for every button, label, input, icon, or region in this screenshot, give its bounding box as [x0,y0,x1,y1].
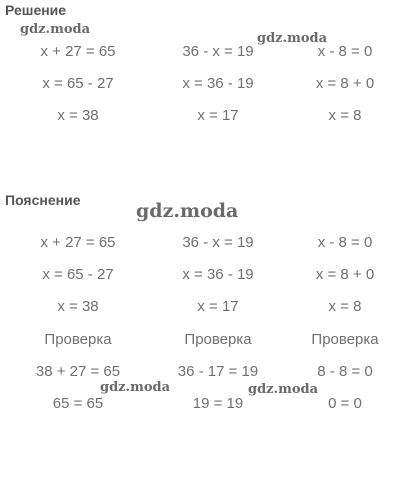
check-equation: 36 - 17 = 19 [177,363,259,380]
check-row [0,394,416,414]
equation: x = 8 + 0 [315,266,375,283]
equation: x = 38 [57,298,99,315]
equation-row [0,297,416,317]
explanation-heading: Пояснение [5,192,81,208]
equation: x = 65 - 27 [42,75,114,92]
watermark: gdz.moda [248,382,319,397]
check-label: Проверка [311,331,379,348]
equation-row [0,233,416,253]
equation-row [0,42,416,62]
check-label: Проверка [184,331,252,348]
equation: x = 38 [57,107,99,124]
check-label-row [0,330,416,350]
check-label: Проверка [44,331,112,348]
equation-row [0,74,416,94]
equation: x + 27 = 65 [40,43,116,60]
check-equation: 65 = 65 [52,395,104,412]
equation: x = 8 [328,298,362,315]
equation: x = 36 - 19 [182,266,254,283]
equation: x - 8 = 0 [317,43,373,60]
equation: x = 36 - 19 [182,75,254,92]
equation: 36 - x = 19 [182,234,254,251]
equation: x = 8 + 0 [315,75,375,92]
equation-row [0,265,416,285]
check-equation: 19 = 19 [192,395,244,412]
check-equation: 38 + 27 = 65 [35,363,121,380]
check-equation: 8 - 8 = 0 [317,363,373,380]
check-row [0,362,416,382]
watermark: gdz.moda [100,380,171,395]
solution-heading: Решение [5,2,67,18]
watermark: gdz.moda [20,22,91,37]
check-equation: 0 = 0 [328,395,362,412]
equation: x = 17 [197,107,239,124]
watermark: gdz.moda [136,200,239,222]
equation: x = 8 [328,107,362,124]
equation: x = 65 - 27 [42,266,114,283]
equation: x + 27 = 65 [40,234,116,251]
equation-row [0,106,416,126]
equation: x = 17 [197,298,239,315]
watermark: gdz.moda [257,31,328,46]
equation: 36 - x = 19 [182,43,254,60]
equation: x - 8 = 0 [317,234,373,251]
